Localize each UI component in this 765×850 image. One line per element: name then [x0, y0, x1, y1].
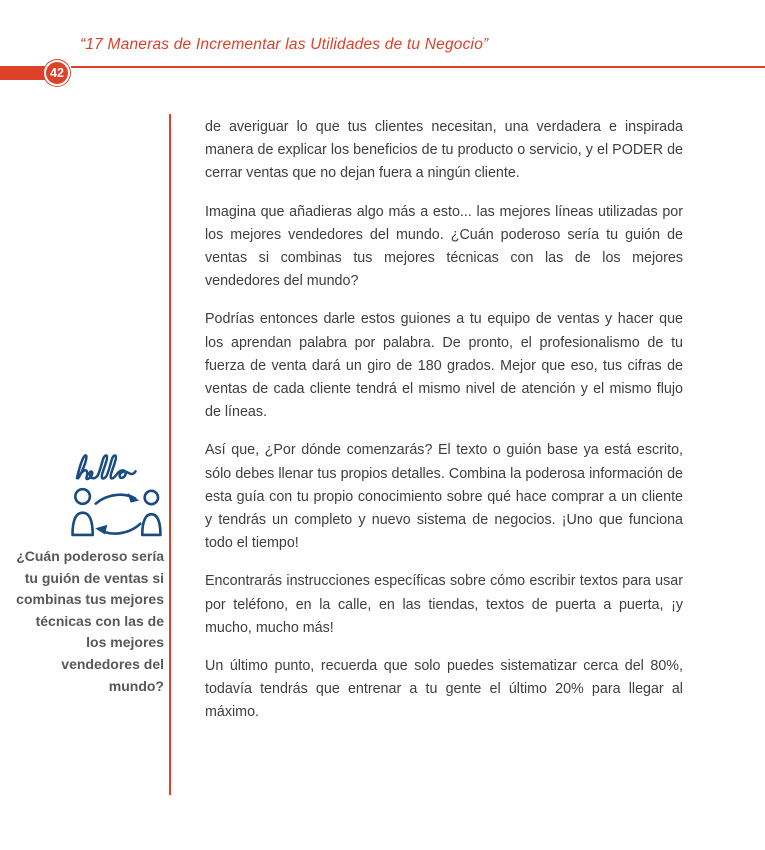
paragraph: Podrías entonces darle estos guiones a tu equipo de ventas y hacer que los aprendan palabra por palabra. De pronto, el profesionalismo de tu fuerza de venta dará un giro de 180 grados. Mejor que eso, tus cifras de ventas de cada cliente tendrá el mismo nivel de atención y el mismo flujo de líneas.: [205, 311, 683, 421]
person-left-icon: [73, 489, 93, 535]
exchange-arrows-icon: [95, 493, 140, 534]
paragraph: Encontrarás instrucciones específicas sobre cómo escribir textos para usar por teléfono, en la calle, en las tiendas, textos de puerta a puerta, ¡y mucho, mucho más!: [205, 573, 683, 636]
pull-quote: ¿Cuán poderoso sería tu guión de ventas si combinas tus mejores técnicas con las de los mejores vendedores del mundo?: [16, 548, 164, 694]
paragraph: Imagina que añadieras algo más a esto... las mejores líneas utilizadas por los mejores vendedores del mundo. ¿Cuán poderoso sería tu guión de ventas si combinas tus mejores técnicas con las de los mejores vendedores del mundo?: [205, 203, 683, 290]
header-accent-bar: [0, 66, 47, 80]
person-right-icon: [142, 491, 160, 535]
page-number-badge: [44, 60, 70, 86]
paragraph: Un último punto, recuerda que solo puedes sistematizar cerca del 80%, todavía tendrás que entrenar a tu gente el último 20% para llegar al máximo.: [205, 658, 683, 721]
page-number: 42: [50, 65, 64, 80]
page-header-title: “17 Maneras de Incrementar las Utilidades de tu Negocio”: [80, 36, 489, 53]
hello-script-icon: [77, 455, 136, 479]
paragraph: Así que, ¿Por dónde comenzarás? El texto o guión base ya está escrito, sólo debes llenar tus propios detalles. Combina la poderosa información de esta guía con tu propio conocimiento sobre qué hace comprar a un cliente y tendrás un completo y nuevo sistema de negocios. ¡Uno que funciona todo el tiempo!: [205, 442, 683, 552]
body-text-column: [205, 116, 683, 740]
paragraph: de averiguar lo que tus clientes necesitan, una verdadera e inspirada manera de explicar los beneficios de tu producto o servicio, y el PODER de cerrar ventas que no dejan fuera a ningún cliente.: [205, 119, 683, 182]
hello-conversation-illustration: [68, 450, 170, 543]
header-rule: [71, 66, 765, 68]
